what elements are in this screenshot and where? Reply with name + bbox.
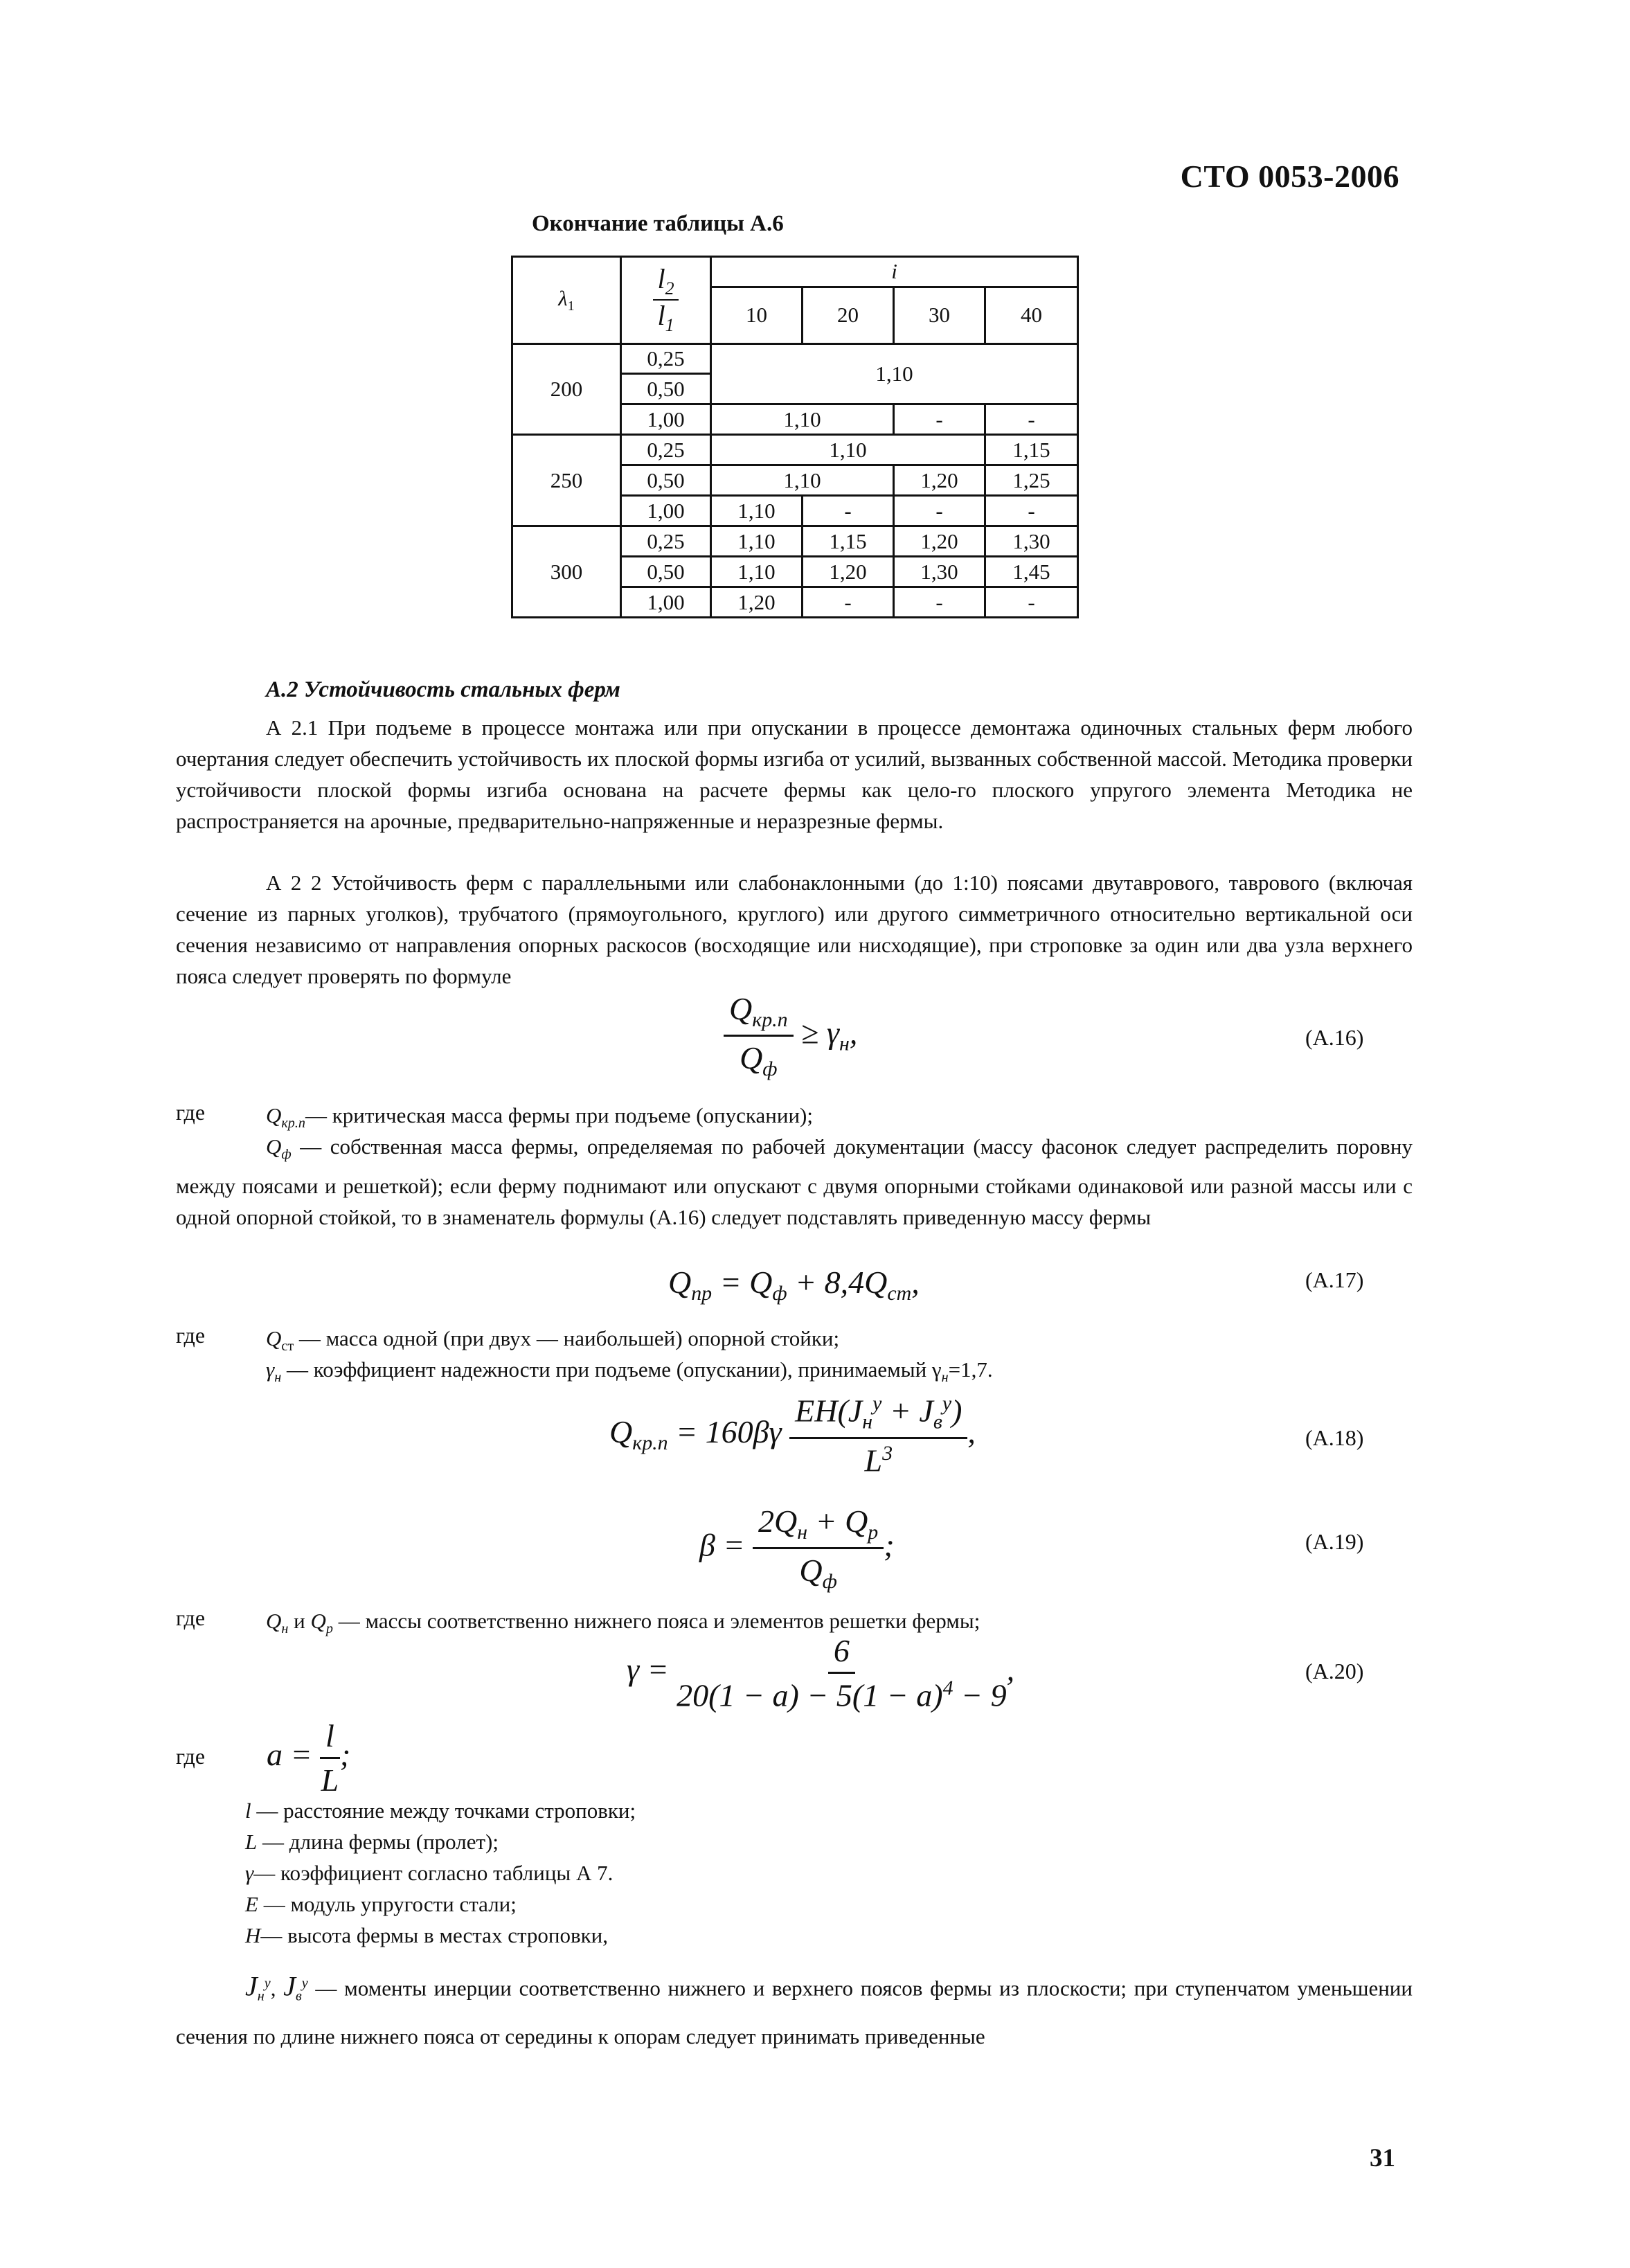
value-cell: 1,25 xyxy=(985,465,1078,496)
value-cell: - xyxy=(985,496,1078,526)
where-E: E — модуль упругости стали; xyxy=(245,1892,517,1916)
header-i: i xyxy=(711,257,1078,287)
formula-number-a20: (А.20) xyxy=(1305,1659,1364,1684)
value-cell: 1,30 xyxy=(985,526,1078,557)
formula-number-a19: (А.19) xyxy=(1305,1529,1364,1554)
formula-number-a18: (А.18) xyxy=(1305,1425,1364,1450)
value-cell: - xyxy=(985,587,1078,618)
value-cell: 1,10 xyxy=(711,343,1078,404)
where-qst: $Q_{ст}$ — масса одной (при двух — наибольшей) опорной стойки; xyxy=(266,1326,840,1355)
value-cell: 1,10 xyxy=(711,526,803,557)
value-cell: - xyxy=(894,496,985,526)
where-label: где xyxy=(176,1323,206,1348)
where-l: l — расстояние между точками строповки; xyxy=(245,1798,636,1823)
formula-a18: $Q_{кр.п} = 160\beta\gamma$ $EH(J_н^y + J_в^y)$ $L^3$ , xyxy=(609,1392,976,1478)
ratio-cell: 0,25 xyxy=(621,435,711,465)
value-cell: 1,15 xyxy=(803,526,894,557)
formula-a20: γ = $\frac{6}{20(1 - a) - 5(1 - a)^4 - 9}$ , xyxy=(627,1633,1015,1713)
formula-a17: $Q_{пр} = Q_ф + 8,4Q_{ст}$, xyxy=(668,1265,920,1305)
value-cell: 1,30 xyxy=(894,557,985,587)
table-header-row xyxy=(512,257,1078,287)
value-cell: - xyxy=(894,404,985,435)
value-cell: - xyxy=(985,404,1078,435)
header-i-40: 40 xyxy=(985,287,1078,343)
value-cell: 1,20 xyxy=(711,587,803,618)
where-qn-qp: $Q_н$ и $Q_р$ — массы соответственно нижнего пояса и элементов решетки фермы; xyxy=(266,1609,980,1637)
header-i-20: 20 xyxy=(803,287,894,343)
formula-a19: β = $2Q_н + Q_р$ $Q_ф$ ; xyxy=(699,1503,895,1593)
value-cell: 1,15 xyxy=(985,435,1078,465)
coefficient-table xyxy=(511,256,1079,618)
value-cell: 1,20 xyxy=(894,526,985,557)
where-label: где xyxy=(176,1605,206,1630)
where-qf: $Q_ф$ — собственная масса фермы, определяемая по рабочей документации (массу фасонок следует распределить поровну между поясами и решеткой); если ферму поднимают или опускают с двумя опорными стойками одинаковой или разной массы или с одной опорной стойкой, то в знаменатель формулы (А.16) следует подставлять приведенную массу фермы xyxy=(176,1134,1413,1230)
document-code: СТО 0053-2006 xyxy=(1180,159,1399,194)
paragraph-a22: А 2 2 Устойчивость ферм с параллельными или слабонаклонными (до 1:10) поясами двутаврового, таврового (включая сечение из парных уголков), трубчатого (прямоугольного, круглого) или другого симметричного относительно вертикальной оси сечения независимо от направления опорных раскосов (восходящие или нисходящие), при строповке за один или два узла верхнего пояса следует проверять по формуле xyxy=(176,870,1413,988)
header-ratio: $\frac{l_2}{l_1}$ xyxy=(621,257,711,344)
value-cell: - xyxy=(803,496,894,526)
value-cell: 1,20 xyxy=(803,557,894,587)
header-i-30: 30 xyxy=(894,287,985,343)
table-row xyxy=(512,343,1078,374)
value-cell: 1,10 xyxy=(711,435,985,465)
value-cell: 1,45 xyxy=(985,557,1078,587)
formula-number-a16: (А.16) xyxy=(1305,1025,1364,1050)
formula-a: a = $\frac{l}{L}$ ; xyxy=(267,1718,351,1798)
ratio-cell: 1,00 xyxy=(621,587,711,618)
where-J: $J_н^y$, $J_в^y$ — моменты инерции соответственно нижнего и верхнего поясов фермы из плоскости; при ступенчатом уменьшении сечения по длине нижнего пояса от середины к опорам следует принимать приведенные xyxy=(176,1970,1413,2048)
ratio-cell: 0,50 xyxy=(621,374,711,404)
value-cell: 1,10 xyxy=(711,404,894,435)
where-gamma-n: $\gamma_н$ — коэффициент надежности при подъеме (опускании), принимаемый $\gamma_н=1,7$. xyxy=(266,1357,993,1386)
page-number: 31 xyxy=(1370,2144,1395,2172)
value-cell: 1,10 xyxy=(711,496,803,526)
value-cell: - xyxy=(894,587,985,618)
where-gamma: γ— коэффициент согласно таблицы А 7. xyxy=(245,1861,614,1885)
section-title: А.2 Устойчивость стальных ферм xyxy=(266,677,620,702)
where-H: H— высота фермы в местах строповки, xyxy=(245,1923,609,1947)
ratio-cell: 0,50 xyxy=(621,465,711,496)
ratio-cell: 1,00 xyxy=(621,496,711,526)
ratio-cell: 0,25 xyxy=(621,343,711,374)
value-cell: - xyxy=(803,587,894,618)
paragraph-a21: А 2.1 При подъеме в процессе монтажа или при опускании в процессе демонтажа одиночных стальных ферм любого очертания следует обеспечить устойчивость их плоской формы изгиба от усилий, вызванных собственной массой. Методика проверки устойчивости плоской формы изгиба основана на расчете фермы как цело-го плоского упругого элемента Методика не распространяется на арочные, предварительно-напряженные и неразрезные фермы. xyxy=(176,715,1413,833)
lambda-cell: 200 xyxy=(512,343,621,435)
formula-number-a17: (А.17) xyxy=(1305,1267,1364,1292)
value-cell: 1,10 xyxy=(711,557,803,587)
value-cell: 1,10 xyxy=(711,465,894,496)
where-L: L — длина фермы (пролет); xyxy=(245,1830,499,1854)
table-row xyxy=(512,435,1078,465)
where-label: где xyxy=(176,1100,206,1125)
header-i-10: 10 xyxy=(711,287,803,343)
ratio-cell: 1,00 xyxy=(621,404,711,435)
ratio-cell: 0,25 xyxy=(621,526,711,557)
formula-a16: $Q_{кр.п}$ $Q_ф$ ≥ $\gamma_н$, xyxy=(724,990,857,1081)
table-row xyxy=(512,526,1078,557)
where-qkrp: $Q_{кр.п}—$ критическая масса фермы при подъеме (опускании); xyxy=(266,1103,813,1132)
value-cell: 1,20 xyxy=(894,465,985,496)
lambda-cell: 250 xyxy=(512,435,621,526)
header-lambda: $\lambda_1$ xyxy=(512,257,621,344)
where-label: где xyxy=(176,1744,206,1769)
lambda-cell: 300 xyxy=(512,526,621,618)
ratio-cell: 0,50 xyxy=(621,557,711,587)
table-caption: Окончание таблицы А.6 xyxy=(532,211,784,236)
